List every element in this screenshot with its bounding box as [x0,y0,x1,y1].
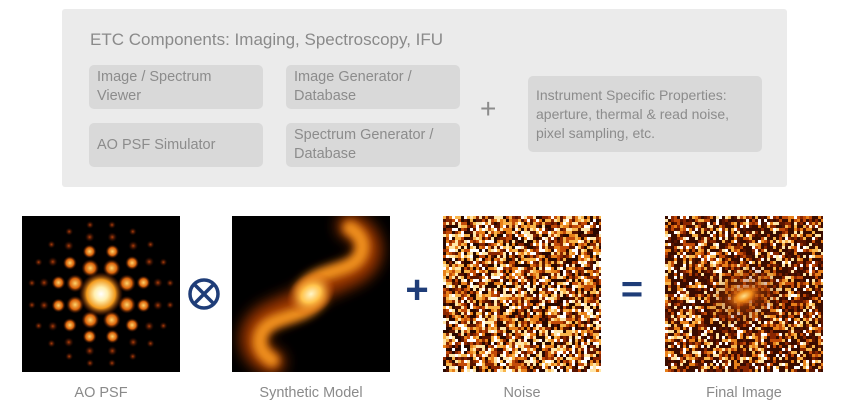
panel-title: ETC Components: Imaging, Spectroscopy, IFU [90,30,444,49]
ao-psf-image [22,216,180,372]
caption-final-image: Final Image [706,385,782,401]
final-image [665,216,823,372]
viewer-component: Image / Spectrum Viewer [89,65,263,109]
panel-plus-sign: + [480,93,497,124]
caption-ao-psf: AO PSF [74,385,128,401]
plus-operator: + [405,268,429,312]
caption-noise: Noise [503,385,541,401]
etc-components-panel [62,9,787,187]
image-generator-component: Image Generator / Database [286,65,460,109]
noise-image [443,216,601,372]
ao-psf-simulator-component: AO PSF Simulator [89,123,263,167]
equals-operator: = [620,269,644,311]
convolution-operator-icon [186,276,222,312]
spectrum-generator-component: Spectrum Generator / Database [286,123,460,167]
synthetic-model-image [232,216,390,372]
caption-synthetic-model: Synthetic Model [259,385,363,401]
instrument-properties-component: Instrument Specific Properties: aperture, thermal & read noise, pixel sampling, etc. [528,76,762,152]
